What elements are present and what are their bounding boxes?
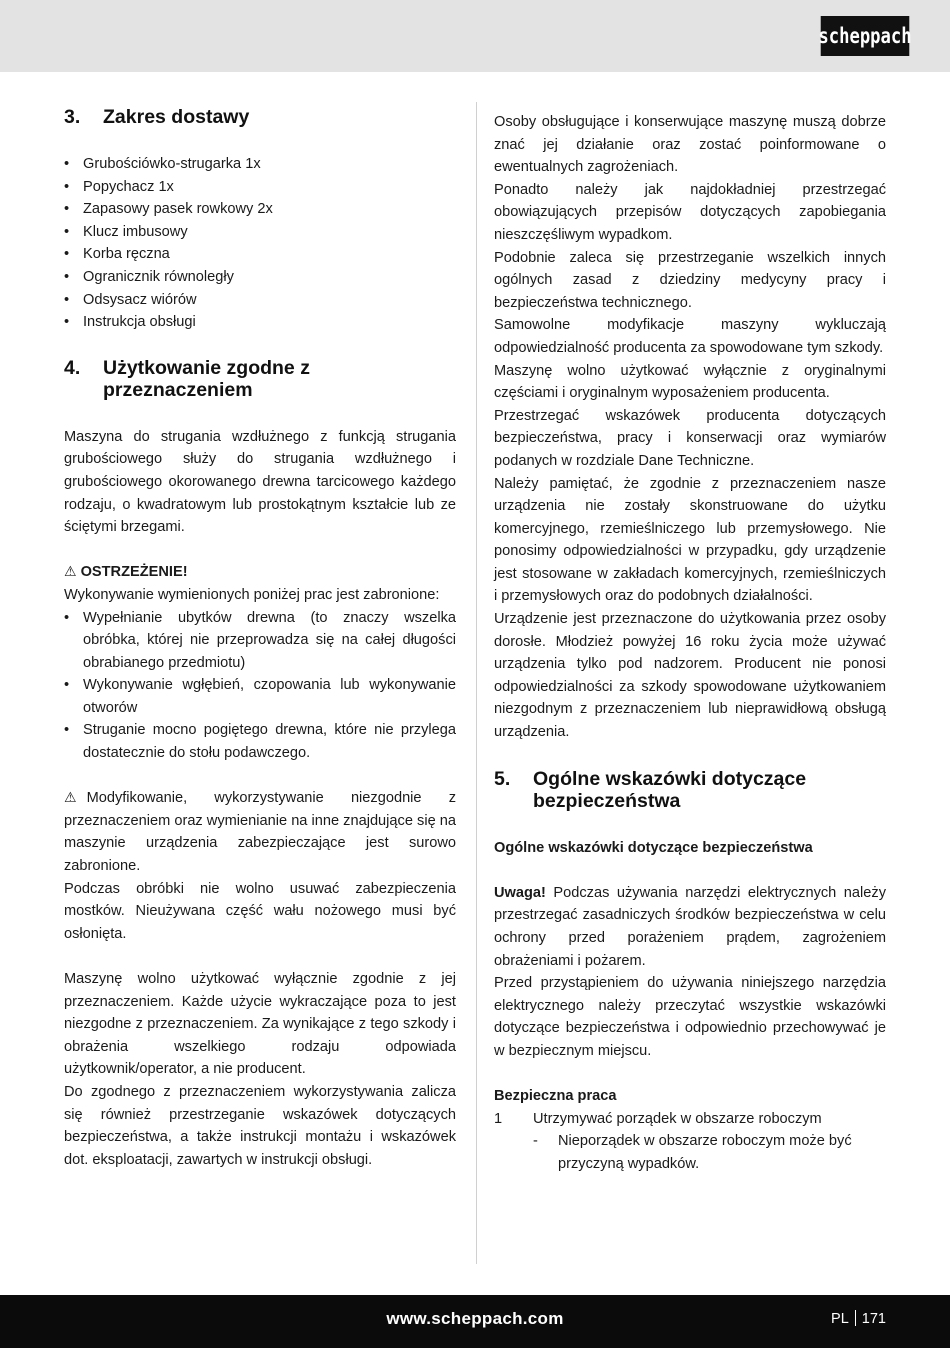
- paragraph: Maszynę wolno użytkować wyłącznie z oryginalnymi częściami i oryginalnym wyposażeniem producenta.: [494, 362, 886, 402]
- right-column: [494, 106, 886, 1176]
- paragraph: Ponadto należy jak najdokładniej przestrzegać obowiązujących przepisów dotyczących zapobiegania nieszczęśliwym wypadkom.: [494, 181, 886, 243]
- list-item: • Grubościówko-strugarka 1x: [64, 153, 456, 176]
- paragraph: Maszyna do strugania wzdłużnego z funkcją strugania grubościowego służy do strugania wzdłużnego i grubościowego okorowanego drewna tarcicowego każdego rodzaju, o kwadratowym lub prostokątnym kształcie lub ze ściętymi brzegami.: [64, 428, 456, 536]
- list-item: • Klucz imbusowy: [64, 221, 456, 244]
- paragraph: Podobnie zaleca się przestrzeganie wszelkich innych ogólnych zasad z dziedziny medycyny pracy i bezpieczeństwa technicznego.: [494, 249, 886, 311]
- paragraph: Wykonywanie wymienionych poniżej prac jest zabronione:: [64, 586, 440, 603]
- list-item: • Korba ręczna: [64, 243, 456, 266]
- warning-paragraph: [64, 787, 456, 877]
- caution-label: Uwaga!: [494, 884, 546, 901]
- delivery-list: [64, 153, 456, 334]
- brand-logo: scheppach: [821, 16, 910, 56]
- paragraph: Podczas obróbki nie wolno usuwać zabezpieczenia mostków. Nieużywana część wału nożowego musi być osłonięta.: [64, 880, 456, 942]
- section-number: 3.: [64, 106, 81, 128]
- column-divider: [476, 102, 477, 1264]
- language-code: PL: [831, 1311, 849, 1327]
- dash-marker: -: [533, 1133, 538, 1150]
- list-item: • Popychacz 1x: [64, 176, 456, 199]
- warning-triangle-icon: ⚠: [64, 790, 77, 807]
- list-item: • Odsysacz wiórów: [64, 289, 456, 312]
- caution-paragraph: [494, 882, 886, 972]
- subsection-title: Ogólne wskazówki dotyczące bezpieczeństwa: [494, 839, 813, 856]
- paragraph: Osoby obsługujące i konserwujące maszynę muszą dobrze znać jej działanie oraz zostać poinformowane o ewentualnych zagrożeniach.: [494, 114, 886, 176]
- section-5-heading: [494, 768, 886, 812]
- section-number: 5.: [494, 767, 511, 790]
- warning-triangle-icon: ⚠: [64, 564, 77, 581]
- paragraph: Należy pamiętać, że zgodnie z przeznaczeniem nasze urządzenia nie zostały skonstruowane do użytku komercyjnego, rzemieślniczego lub przemysłowego. Nie ponosimy odpowiedzialności w przypadku, gdy urządzenie jest stosowane w zakładach komercyjnych, rzemieślniczych i przemysłowych oraz do podobnych działalności.: [494, 475, 886, 605]
- list-item: • Zapasowy pasek rowkowy 2x: [64, 198, 456, 221]
- item-text: Utrzymywać porządek w obszarze roboczym: [533, 1110, 822, 1127]
- page-number: 171: [861, 1311, 886, 1327]
- subsection-title: Bezpieczna praca: [494, 1088, 617, 1105]
- section-title: Użytkowanie zgodne z przeznaczeniem: [103, 356, 310, 401]
- warning-heading: [64, 561, 456, 584]
- list-item: • Ogranicznik równoległy: [64, 266, 456, 289]
- paragraph: Do zgodnego z przeznaczeniem wykorzystywania zalicza się również przestrzeganie wskazówek dotyczących bezpieczeństwa, a także instrukcji montażu i wskazówek dot. eksploatacji, zawartych w instrukcji obsługi.: [64, 1083, 456, 1168]
- left-column: [64, 106, 456, 1171]
- paragraph: Maszynę wolno użytkować wyłącznie zgodnie z jej przeznaczeniem. Każde użycie wykraczające poza to jest niezgodne z przeznaczeniem. Za wynikające z tego szkody i obrażenia wszelkiego rodzaju odpowiada użytkownik/operator, a nie producent.: [64, 971, 456, 1078]
- page-indicator: [831, 1310, 886, 1327]
- page-header: [0, 0, 950, 72]
- paragraph: Przed przystąpieniem do używania niniejszego narzędzia elektrycznego należy przeczytać wszystkie wskazówki dotyczące bezpieczeństwa i odpowiednio przechowywać je w bezpiecznym miejscu.: [494, 975, 886, 1059]
- section-title: Zakres dostawy: [103, 106, 250, 128]
- forbidden-list: [64, 607, 456, 765]
- section-title: Ogólne wskazówki dotyczące bezpieczeństwa: [533, 767, 807, 812]
- paragraph: Przestrzegać wskazówek producenta dotyczących bezpieczeństwa, pracy i konserwacji oraz wymiarów podanych w rozdziale Dane Techniczne.: [494, 407, 886, 469]
- website-url: www.scheppach.com: [386, 1309, 564, 1328]
- list-item: • Wykonywanie wgłębień, czopowania lub wykonywanie otworów: [64, 674, 456, 719]
- sub-item: [494, 1130, 886, 1175]
- warning-title: OSTRZEŻENIE!: [80, 564, 188, 581]
- paragraph: Urządzenie jest przeznaczone do użytkowania przez osoby dorosłe. Młodzież powyżej 16 roku życia może używać urządzenia tylko pod nadzorem. Producent nie ponosi odpowiedzialności za szkody spowodowane użytkowaniem niezgodnym z przeznaczeniem lub nieprawidłową obsługą urządzenia.: [494, 611, 886, 741]
- list-item: • Instrukcja obsługi: [64, 311, 456, 334]
- section-3-heading: [64, 106, 456, 128]
- item-number: 1: [494, 1110, 503, 1127]
- caution-text: Podczas używania narzędzi elektrycznych należy przestrzegać zasadniczych środków bezpieczeństwa w celu ochrony przed porażeniem prądem, zagrożeniem obrażeniami i pożarem.: [494, 884, 886, 969]
- paragraph: Samowolne modyfikacje maszyny wykluczają odpowiedzialność producenta za spowodowane tym szkody.: [494, 317, 886, 356]
- section-4-heading: [64, 357, 456, 401]
- list-item: • Wypełnianie ubytków drewna (to znaczy wszelka obróbka, której nie przeprowadza się na całej długości obrabianego przedmiotu): [64, 607, 456, 675]
- numbered-item: [494, 1108, 886, 1131]
- page-footer: [0, 1295, 950, 1348]
- sub-item-text: Nieporządek w obszarze roboczym może być przyczyną wypadków.: [558, 1133, 852, 1172]
- paragraph-text: Modyfikowanie, wykorzystywanie niezgodnie z przeznaczeniem oraz wymienianie na inne znajdujące się na maszynie urządzenia zabezpieczające jest surowo zabronione.: [64, 790, 456, 875]
- list-item: • Struganie mocno pogiętego drewna, które nie przylega dostatecznie do stołu podawczego.: [64, 719, 456, 764]
- section-number: 4.: [64, 356, 81, 379]
